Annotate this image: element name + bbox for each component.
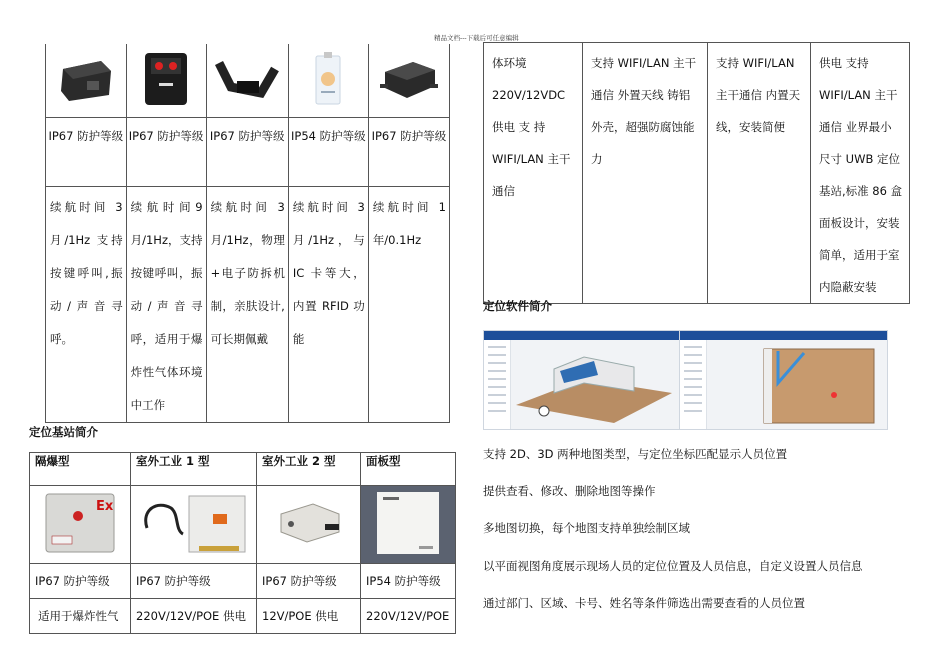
base-station-rating: IP67 防护等级 [30, 564, 131, 599]
wall-panel-icon [373, 488, 443, 558]
spec-cell: 供电 支持 WIFI/LAN 主干通信 业界最小尺寸 UWB 定位基站,标准 86 盒面板设计，安装简单，适用于室内隐蔽安装 [811, 43, 910, 304]
device-rating: IP67 防护等级 [206, 118, 288, 187]
base-station-spec-table [483, 42, 910, 304]
software-section-title: 定位软件简介 [483, 299, 552, 313]
base-image-cell [361, 486, 456, 564]
device-rating: IP67 防护等级 [126, 118, 206, 187]
box-tag-device-icon [379, 56, 439, 102]
device-image-cell [46, 44, 127, 118]
base-station-header: 面板型 [361, 453, 456, 486]
header-note: 精品文档---下载后可任意编辑 [434, 34, 519, 42]
base-image-cell [30, 486, 131, 564]
base-station-power: 220V/12V/POE [361, 599, 456, 634]
device-image-cell [206, 44, 288, 118]
red-panel-tag-device-icon [143, 51, 189, 107]
wristband-tag-device-icon [215, 57, 279, 101]
base-station-rating: IP67 防护等级 [257, 564, 361, 599]
software-3d-screenshot [483, 330, 681, 430]
base-station-power: 12V/POE 供电 [257, 599, 361, 634]
spec-cell: 支持 WIFI/LAN 主干通信 内置天线，安装简便 [708, 43, 811, 304]
device-description: 续航时间 3 月/1Hz 支持按键呼叫,振动/声音寻呼。 [46, 187, 127, 423]
base-station-header: 室外工业 2 型 [257, 453, 361, 486]
feature-line: 多地图切换，每个地图支持单独绘制区域 [483, 521, 690, 535]
feature-line: 以平面视图角度展示现场人员的定位位置及人员信息，自定义设置人员信息 [483, 559, 863, 573]
base-station-table [29, 452, 456, 634]
3d-map-view-icon [514, 345, 674, 425]
base-station-rating: IP54 防护等级 [361, 564, 456, 599]
card-tag-device-icon [313, 51, 343, 107]
device-image-cell [368, 44, 449, 118]
svg-text:Ex: Ex [96, 499, 114, 514]
outdoor-small-box-icon [273, 498, 345, 548]
base-station-power: 适用于爆炸性气 [30, 599, 131, 634]
black-tag-device-icon [57, 55, 115, 103]
base-station-power: 220V/12V/POE 供电 [131, 599, 257, 634]
device-image-cell [288, 44, 368, 118]
base-image-cell [257, 486, 361, 564]
tag-device-table [45, 44, 450, 423]
device-image-cell [126, 44, 206, 118]
feature-line: 提供查看、修改、删除地图等操作 [483, 484, 656, 498]
outdoor-antenna-box-icon [139, 490, 249, 556]
base-station-header: 隔爆型 [30, 453, 131, 486]
device-description: 续航时间 1 年/0.1Hz [368, 187, 449, 423]
software-2d-screenshot [679, 330, 888, 430]
base-station-header: 室外工业 1 型 [131, 453, 257, 486]
explosion-proof-box-icon [44, 492, 116, 554]
device-rating: IP67 防护等级 [368, 118, 449, 187]
device-rating: IP67 防护等级 [46, 118, 127, 187]
device-description: 续航时间 3 月/1Hz，与 IC 卡等大，内置 RFID 功能 [288, 187, 368, 423]
feature-line: 通过部门、区域、卡号、姓名等条件筛选出需要查看的人员位置 [483, 596, 805, 610]
device-description: 续航时间 3 月/1Hz，物理+电子防拆机制，亲肤设计,可长期佩戴 [206, 187, 288, 423]
device-rating: IP54 防护等级 [288, 118, 368, 187]
device-description: 续 航 时 间 9 月/1Hz，支持按键呼叫，振动/声音寻呼，适用于爆炸性气体环境中工作 [126, 187, 206, 423]
2d-floorplan-view-icon [714, 343, 886, 427]
base-image-cell [131, 486, 257, 564]
base-station-section-title: 定位基站简介 [29, 425, 98, 439]
base-station-rating: IP67 防护等级 [131, 564, 257, 599]
feature-line: 支持 2D、3D 两种地图类型，与定位坐标匹配显示人员位置 [483, 447, 788, 461]
spec-cell: 体环境 220V/12VDC 供电 支 持 WIFI/LAN 主干通信 [484, 43, 583, 304]
spec-cell: 支持 WIFI/LAN 主干通信 外置天线 铸铝外壳，超强防腐蚀能力 [583, 43, 708, 304]
